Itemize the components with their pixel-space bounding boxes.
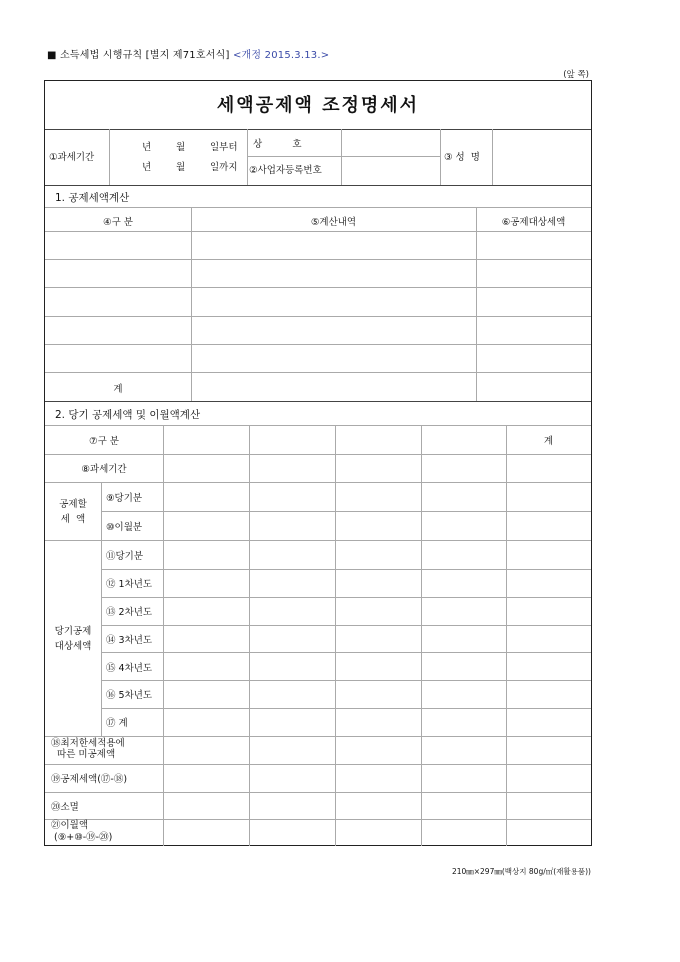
s2-current: ⑨당기분 bbox=[106, 493, 143, 504]
section2-heading: 2. 당기 공제세액 및 이월액계산 bbox=[55, 409, 201, 421]
s2-t-y2: ⑬ 2차년도 bbox=[106, 607, 153, 618]
s2-period: ⑧과세기간 bbox=[81, 464, 127, 475]
tax-period-label: ①과세기간 bbox=[49, 152, 95, 163]
period-to-day: 일까지 bbox=[210, 162, 238, 173]
period-from-month: 월 bbox=[176, 142, 186, 153]
rule-name: 소득세법 시행규칙 [별지 제71호서식] bbox=[60, 50, 230, 61]
name-label: ③ 성 명 bbox=[444, 152, 480, 163]
s2-min-tax: ⑱최저한세적용에 따른 미공제액 bbox=[51, 738, 125, 760]
biz-no-label: ②사업자등록번호 bbox=[249, 165, 322, 176]
s2-t-y4: ⑮ 4차년도 bbox=[106, 663, 153, 674]
page-side-note: (앞 쪽) bbox=[563, 70, 589, 80]
s2-target-group: 당기공제 대상세액 bbox=[54, 626, 92, 652]
s2-total-col: 계 bbox=[543, 436, 554, 447]
s2-t-sum: ⑰ 계 bbox=[106, 718, 128, 729]
period-from-year: 년 bbox=[142, 142, 152, 153]
s2-t-y3: ⑭ 3차년도 bbox=[106, 635, 153, 646]
s2-deductible-group: 공제할 세 액 bbox=[59, 499, 87, 525]
section1-heading: 1. 공제세액계산 bbox=[55, 192, 130, 204]
period-from-day: 일부터 bbox=[210, 142, 238, 153]
form-table bbox=[44, 80, 592, 846]
col-category: ④구 분 bbox=[103, 217, 133, 228]
form-header bbox=[47, 46, 329, 61]
s2-carried: ⑩이월분 bbox=[106, 522, 143, 533]
s2-extinct: ⑳소멸 bbox=[51, 802, 79, 813]
col-calc: ⑤계산내역 bbox=[310, 217, 357, 228]
s2-deducted: ⑲공제세액(⑰-⑱) bbox=[51, 774, 128, 785]
s2-category: ⑦구 분 bbox=[89, 436, 119, 447]
period-to-month: 월 bbox=[176, 162, 186, 173]
s2-t-current: ⑪당기분 bbox=[106, 551, 144, 562]
s2-t-y1: ⑫ 1차년도 bbox=[106, 579, 153, 590]
col-amount: ⑥공제대상세액 bbox=[501, 217, 566, 228]
paper-spec-footer: 210㎜×297㎜(백상지 80g/㎡(재활용품)) bbox=[451, 867, 591, 876]
period-to-year: 년 bbox=[142, 162, 152, 173]
s2-carry-forward: ㉑이월액 (⑨+⑩-⑲-⑳) bbox=[51, 820, 113, 843]
trade-name-label: 상 호 bbox=[253, 139, 302, 150]
section1-total-label: 계 bbox=[113, 384, 123, 395]
revision-note: <개정 2015.3.13.> bbox=[232, 50, 330, 61]
form-title: 세액공제액 조정명세서 bbox=[216, 95, 420, 116]
s2-t-y5: ⑯ 5차년도 bbox=[106, 690, 153, 701]
bullet-icon: ■ bbox=[47, 50, 57, 61]
